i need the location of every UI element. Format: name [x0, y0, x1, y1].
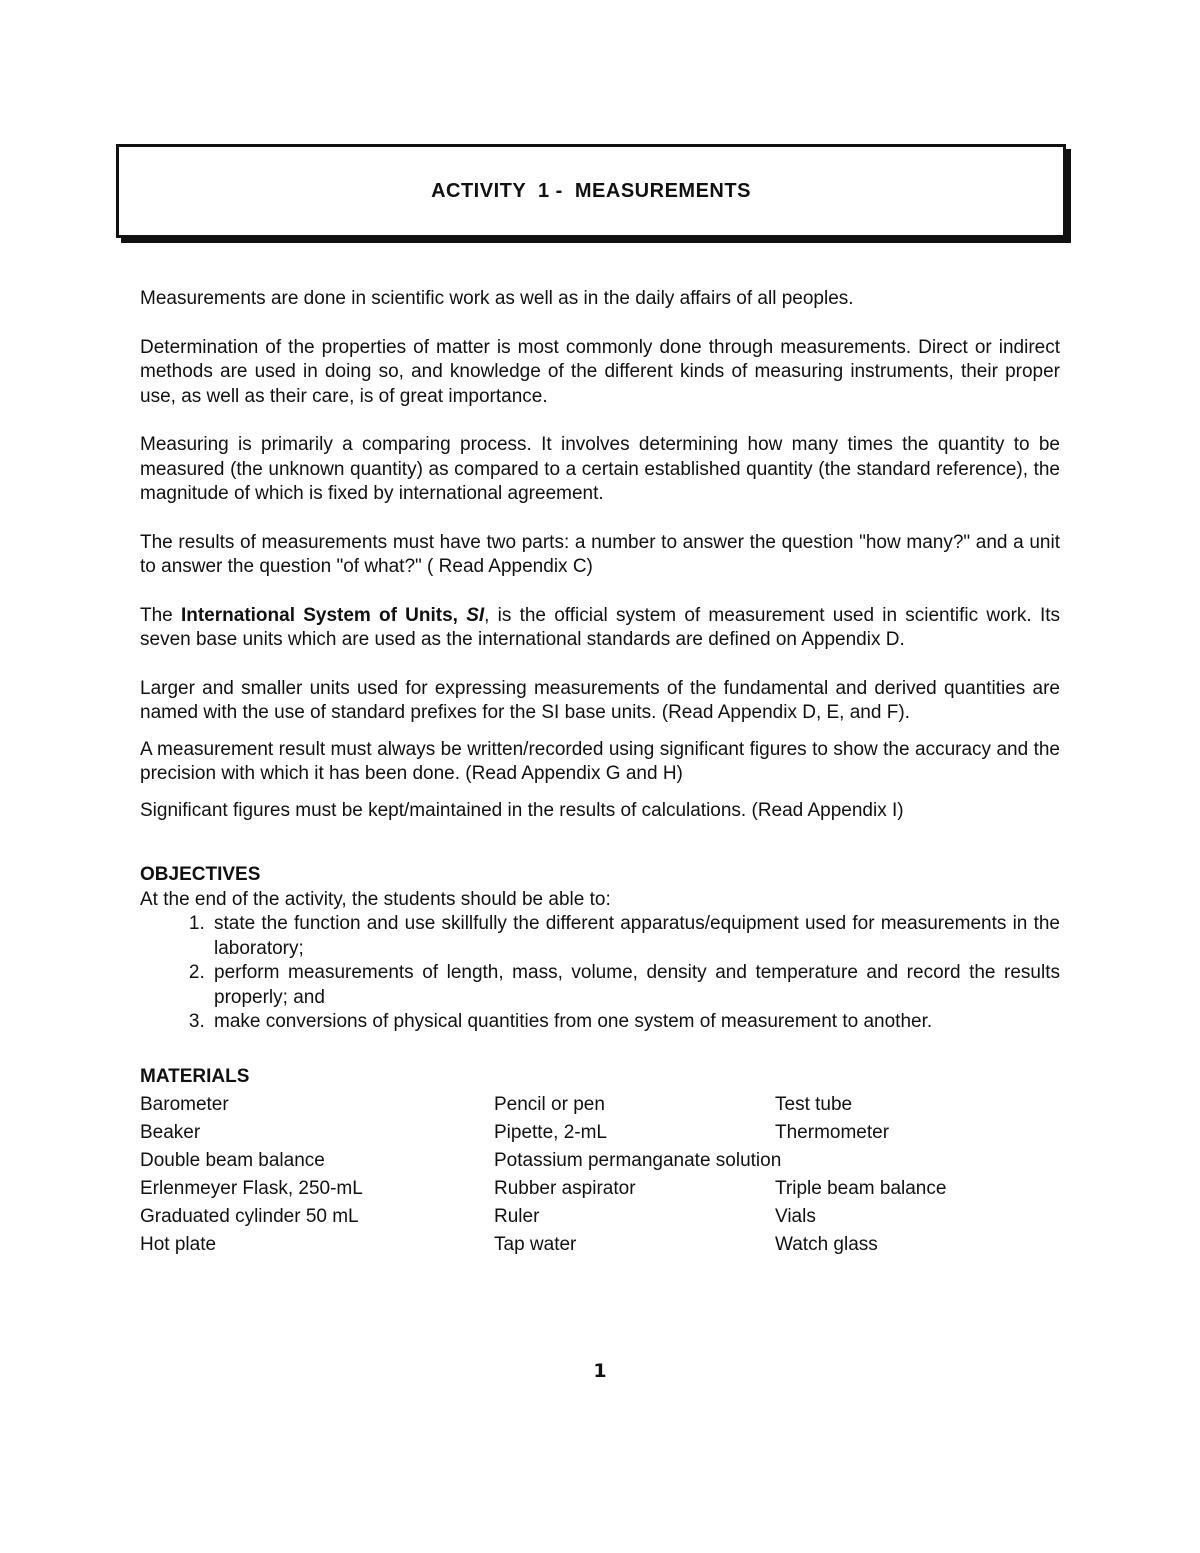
- intro-paragraph-5: [140, 604, 1060, 653]
- objectives-list: [140, 912, 1060, 1035]
- intro-paragraph-6: Larger and smaller units used for expressing measurements of the fundamental and derived quantities are named with the use of standard prefixes for the SI base units. (Read Appendix D, E, and F).: [140, 677, 1060, 723]
- si-system-name: International System of Units,: [180, 604, 467, 626]
- material-item: Ruler: [494, 1206, 540, 1227]
- objectives-heading: OBJECTIVES: [140, 864, 261, 885]
- intro-paragraph-7: A measurement result must always be written/recorded using significant figures to show the accuracy and the precision with which it has been done. (Read Appendix G and H): [140, 738, 1060, 784]
- activity-title: ACTIVITY 1 - MEASUREMENTS: [431, 179, 751, 202]
- material-item: Beaker: [140, 1122, 201, 1143]
- si-description: , is the official system of measurement used in scientific work. Its seven base units which are used as the international standards are defined on Appendix D.: [140, 604, 1060, 650]
- material-item: Pipette, 2-mL: [494, 1122, 607, 1143]
- material-item: Pencil or pen: [494, 1094, 605, 1115]
- material-item: Double beam balance: [140, 1150, 325, 1171]
- material-item: Hot plate: [140, 1234, 217, 1255]
- materials-table: [140, 1093, 1060, 1258]
- intro-paragraph-2: Determination of the properties of matter is most commonly done through measurements. Direct or indirect methods are used in doing so, and knowledge of the different kinds of measuring instruments, their proper use, as well as their care, is of great importance.: [140, 336, 1060, 407]
- material-item: Barometer: [140, 1094, 229, 1115]
- document-body: [140, 287, 1060, 1258]
- material-item: [775, 1149, 1060, 1174]
- materials-heading: MATERIALS: [140, 1065, 250, 1087]
- material-item: Graduated cylinder 50 mL: [140, 1206, 359, 1227]
- objective-item: 1. state the function and use skillfully the different apparatus/equipment used for measurements in the laboratory;: [210, 912, 1060, 961]
- material-item: Thermometer: [775, 1122, 890, 1143]
- material-item: Potassium permanganate solution: [494, 1150, 782, 1171]
- intro-paragraph-3: Measuring is primarily a comparing process. It involves determining how many times the quantity to be measured (the unknown quantity) as compared to a certain established quantity (the standard reference), the magnitude of which is fixed by international agreement.: [140, 434, 1060, 504]
- material-item: Rubber aspirator: [494, 1178, 636, 1199]
- material-item: Watch glass: [775, 1234, 878, 1255]
- material-item: Triple beam balance: [775, 1178, 947, 1199]
- si-abbreviation: SI: [466, 604, 485, 626]
- material-item: Vials: [775, 1206, 816, 1227]
- objectives-lead: At the end of the activity, the students should be able to:: [140, 888, 611, 910]
- intro-paragraph-1: Measurements are done in scientific work as well as in the daily affairs of all peoples.: [140, 288, 854, 309]
- objective-item: 3. make conversions of physical quantities from one system of measurement to another.: [210, 1010, 1060, 1035]
- intro-paragraph-8: Significant figures must be kept/maintained in the results of calculations. (Read Appendix I): [140, 799, 904, 821]
- page-number: 1: [593, 1360, 607, 1382]
- material-item: Test tube: [775, 1094, 853, 1115]
- intro-paragraph-4: The results of measurements must have two parts: a number to answer the question "how many?" and a unit to answer the question "of what?" ( Read Appendix C): [140, 531, 1060, 577]
- objective-item: 2. perform measurements of length, mass, volume, density and temperature and record the results properly; and: [210, 961, 1060, 1010]
- material-item: Erlenmeyer Flask, 250-mL: [140, 1178, 363, 1199]
- material-item: Tap water: [494, 1234, 577, 1255]
- si-lead-text: The: [140, 604, 181, 626]
- title-box: [116, 144, 1066, 238]
